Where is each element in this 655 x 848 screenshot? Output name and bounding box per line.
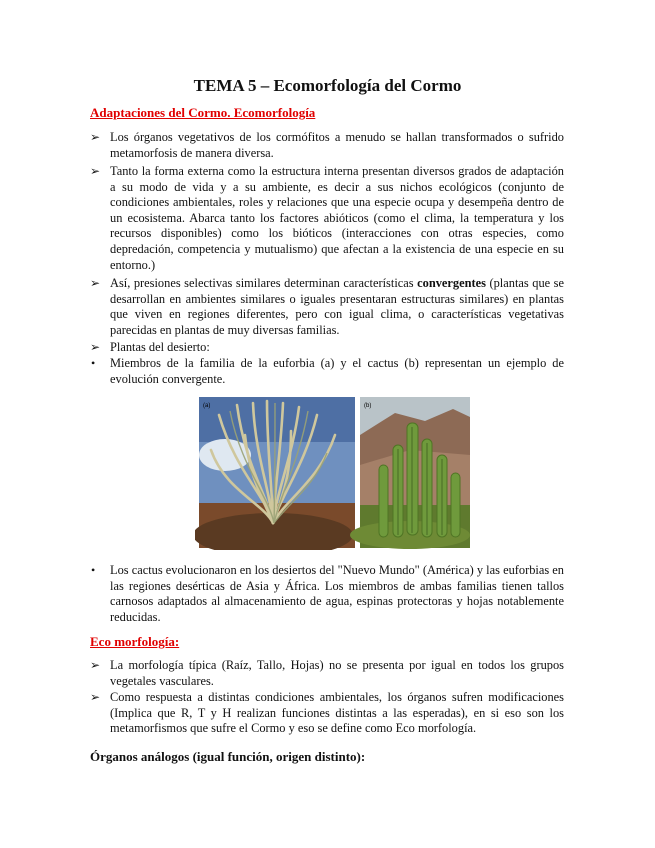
arrow-bullet-icon: ➢ bbox=[90, 164, 101, 178]
list-item-text: Los cactus evolucionaron en los desiertos del "Nuevo Mundo" (América) y las euforbias en las regiones desérticas de Asia y África. Los miembros de ambas familias tienen tallos carnosos adaptados al almacenamiento de agua, espinas protectoras y hojas notablemente reducidas. bbox=[110, 563, 564, 624]
page-title: TEMA 5 – Ecomorfología del Cormo bbox=[193, 76, 462, 95]
cactus-photo bbox=[350, 397, 470, 549]
arrow-bullet-icon: ➢ bbox=[90, 276, 101, 290]
section-heading-adaptaciones: Adaptaciones del Cormo. Ecomorfología bbox=[90, 105, 316, 120]
arrow-bullet-icon: ➢ bbox=[90, 658, 101, 672]
section-heading-organos-analogos: Órganos análogos (igual función, origen distinto): bbox=[90, 749, 366, 764]
list-item-text: Como respuesta a distintas condiciones ambientales, los órganos sufren modificaciones (Implica que R, T y H realizan funciones distintas a las esperadas), en si eso son los metamorfismos que sufre el Cormo y eso se define como Eco morfología. bbox=[110, 690, 564, 736]
list-item-text: Los órganos vegetativos de los cormófitos a menudo se hallan transformados o sufrido metamorfosis de manera diversa. bbox=[110, 130, 564, 160]
text-run: Así, presiones selectivas similares determinan características bbox=[110, 276, 418, 290]
dot-bullet-icon: • bbox=[91, 563, 96, 577]
arrow-bullet-icon: ➢ bbox=[90, 130, 101, 144]
list-item-text: La morfología típica (Raíz, Tallo, Hojas) no se presenta por igual en todos los grupos vegetales vasculares. bbox=[110, 658, 564, 688]
list-item bbox=[90, 563, 564, 625]
figure-label-b: (b) bbox=[364, 403, 372, 409]
list-item-text: Tanto la forma externa como la estructura interna presentan diversos grados de adaptación a su modo de vida y a su ambiente, es decir a sus nichos ecológicos (conjunto de condiciones ambientales, roles y relaciones que una especie ocupa y desempeña dentro de un ecosistema. Abarca tanto los factores abióticos (como el clima, la temperatura y los recursos disponibles) como los bióticos (interacciones con otras especies, como depredación, competencia y mutualismo) que afectan a la existencia de una especie en su entorno.) bbox=[110, 164, 564, 272]
arrow-bullet-icon: ➢ bbox=[90, 340, 101, 354]
bold-term: convergentes bbox=[417, 276, 486, 290]
list-item bbox=[90, 356, 564, 387]
text-run: (plantas que se desarrollan en ambientes similares o iguales presentaran estructuras similares) en plantas que viven en regiones diferentes, pero con igual clima, o características vegetativas parecidas en plantas de muy diversas familias. bbox=[110, 276, 564, 337]
list-item bbox=[90, 340, 564, 356]
list-item bbox=[90, 690, 564, 737]
euphorbia-photo bbox=[195, 397, 355, 550]
list-item bbox=[90, 130, 564, 161]
list-item-text: Plantas del desierto: bbox=[110, 340, 210, 354]
dot-bullet-icon: • bbox=[91, 356, 96, 370]
arrow-bullet-icon: ➢ bbox=[90, 690, 101, 704]
cactus-euphorbia-figure bbox=[195, 395, 473, 550]
list-item bbox=[90, 164, 564, 273]
section-heading-eco-morfologia: Eco morfología: bbox=[90, 634, 180, 649]
list-item-text: Miembros de la familia de la euforbia (a) y el cactus (b) representan un ejemplo de evolución convergente. bbox=[110, 356, 564, 386]
figure-label-a: (a) bbox=[203, 403, 211, 409]
list-item-text bbox=[110, 276, 564, 338]
list-item bbox=[90, 658, 564, 689]
list-item bbox=[90, 276, 564, 338]
